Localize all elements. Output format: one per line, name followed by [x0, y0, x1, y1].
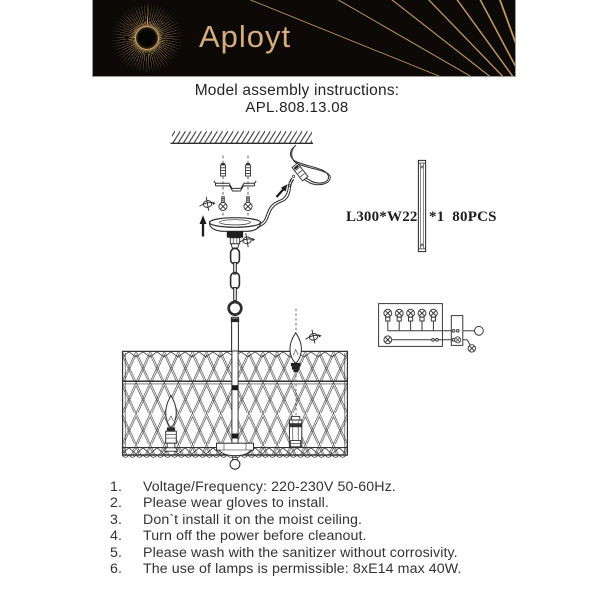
model-number: APL.808.13.08 — [245, 99, 349, 116]
mounting-bracket — [214, 181, 256, 191]
hanging-rod — [231, 317, 239, 351]
instruction-number: 1. — [110, 479, 123, 495]
instruction-text: Please wear gloves to install. — [143, 495, 329, 512]
canopy — [210, 218, 261, 248]
instruction-text: Turn off the power before cleanout. — [143, 528, 367, 545]
instruction-text: Voltage/Frequency: 220-230V 50-60Hz. — [143, 479, 396, 495]
instruction-list — [110, 479, 462, 578]
hanging-ring — [229, 302, 242, 315]
up-arrow — [200, 215, 207, 236]
page-title: Model assembly instructions: — [194, 82, 400, 99]
strip-qty-label: *1 80PCS — [429, 209, 497, 225]
instruction-item — [110, 495, 462, 511]
wiring-schematic — [379, 304, 484, 353]
instruction-number: 2. — [110, 495, 123, 512]
instruction-item — [110, 561, 462, 577]
instruction-text: Please wash with the sanitizer without corrosivity. — [143, 544, 458, 561]
instruction-item — [110, 479, 462, 495]
instruction-number: 4. — [110, 528, 123, 545]
assembly-diagram — [90, 126, 520, 478]
instruction-item — [110, 545, 462, 561]
instruction-number: 3. — [110, 511, 123, 528]
instruction-number: 6. — [110, 561, 123, 578]
instruction-text: The use of lamps is permissible: 8xE14 max 40W. — [143, 561, 462, 578]
brand-header — [92, 0, 516, 77]
instruction-item — [110, 512, 462, 528]
power-wire — [257, 145, 330, 228]
crystal-strip — [418, 160, 425, 251]
brand-name: Aployt — [199, 19, 292, 54]
rotate-screw-symbol — [304, 328, 323, 345]
instruction-text: Don`t install it on the moist ceiling. — [143, 511, 363, 528]
mounting-screw — [219, 197, 252, 211]
chain — [231, 249, 240, 301]
instruction-item — [110, 528, 462, 544]
instruction-number: 5. — [110, 544, 123, 561]
strip-size-label: L300*W22 — [346, 209, 418, 225]
ray-fan-icon — [92, 0, 515, 77]
wall-anchor — [220, 163, 250, 176]
ceiling-hatch — [171, 131, 314, 144]
